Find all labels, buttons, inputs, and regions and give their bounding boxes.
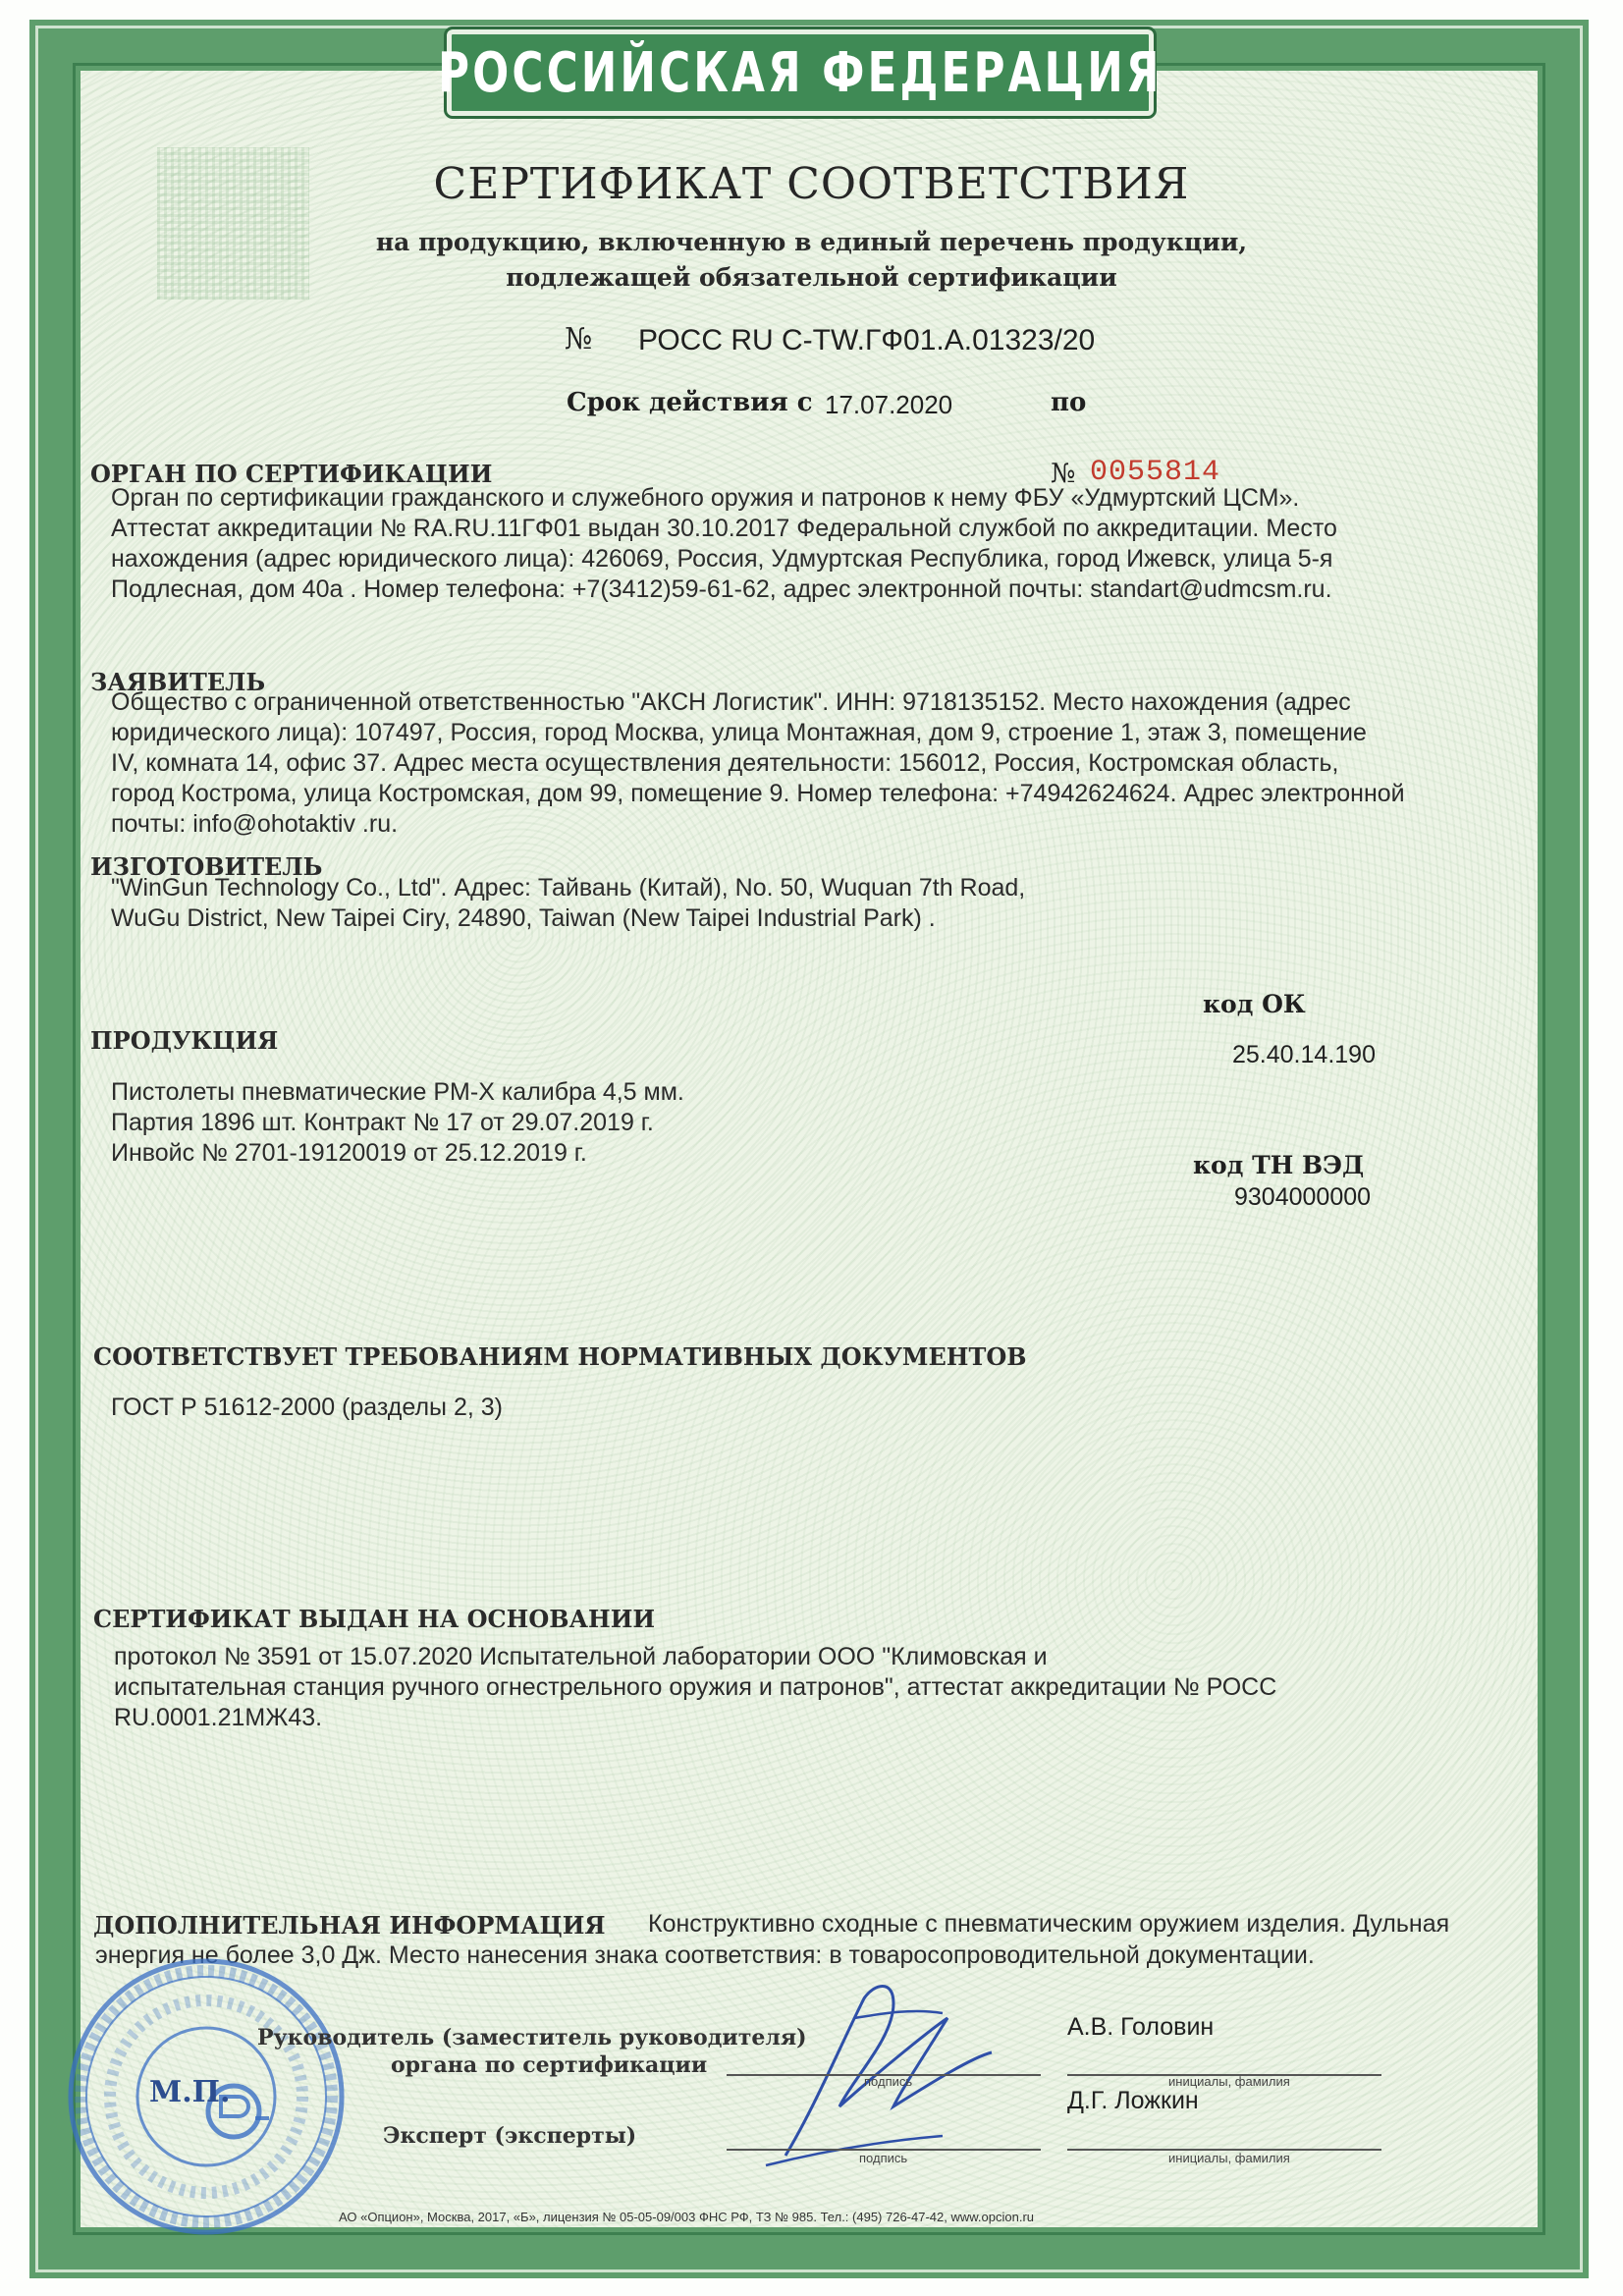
applicant-text (111, 687, 1405, 840)
standards-heading: СООТВЕТСТВУЕТ ТРЕБОВАНИЯМ НОРМАТИВНЫХ ДОКУМЕНТОВ (93, 1342, 1027, 1371)
basis-line: протокол № 3591 от 15.07.2020 Испытательной лаборатории ООО "Климовская и (114, 1643, 1048, 1670)
additional-heading: ДОПОЛНИТЕЛЬНАЯ ИНФОРМАЦИЯ (93, 1911, 606, 1940)
expert-initials-caption: инициалы, фамилия (1168, 2151, 1290, 2165)
product-text (111, 1077, 684, 1169)
country-banner (438, 29, 1163, 116)
additional-line-1: Конструктивно сходные с пневматическим оружием изделия. Дульная (648, 1910, 1450, 1938)
manufacturer-line: WuGu District, New Taipei Ciry, 24890, Taiwan (New Taipei Industrial Park) . (111, 904, 936, 932)
applicant-line: почты: info@ohotaktiv .ru. (111, 810, 399, 838)
organ-line: Аттестат аккредитации № RA.RU.11ГФ01 выдан 30.10.2017 Федеральной службой по аккредитации. Место (111, 515, 1337, 542)
head-name: А.В. Головин (1067, 2013, 1215, 2041)
manufacturer-heading: ИЗГОТОВИТЕЛЬ (90, 852, 323, 881)
basis-heading: СЕРТИФИКАТ ВЫДАН НА ОСНОВАНИИ (93, 1605, 656, 1633)
subtitle-line-1: на продукцию, включенную в единый перечень продукции, (375, 228, 1248, 256)
certificate-number: РОСС RU C-TW.ГФ01.А.01323/20 (638, 324, 1096, 356)
tnved-code-label: код ТН ВЭД (1193, 1151, 1365, 1179)
head-initials-caption: инициалы, фамилия (1168, 2074, 1290, 2089)
serial-number: 0055814 (1090, 456, 1221, 489)
certificate-title: СЕРТИФИКАТ СООТВЕТСТВИЯ (433, 159, 1190, 209)
valid-from-date: 17.07.2020 (825, 390, 953, 419)
expert-signature-caption: подпись (859, 2151, 908, 2165)
basis-line: испытательная станция ручного огнестрельного оружия и патронов", аттестат аккредитации № РОСС (114, 1673, 1277, 1701)
valid-from-label: Срок действия с (567, 388, 813, 417)
manufacturer-line: "WinGun Technology Co., Ltd". Адрес: Тайвань (Китай), No. 50, Wuquan 7th Road, (111, 874, 1026, 902)
certificate-number-label: № (565, 322, 593, 356)
organ-text (111, 483, 1337, 605)
head-signature-caption: подпись (864, 2074, 913, 2089)
ok-code-value: 25.40.14.190 (1232, 1041, 1376, 1068)
subtitle-line-2: подлежащей обязательной сертификации (506, 263, 1117, 292)
expert-label: Эксперт (эксперты) (383, 2123, 637, 2149)
valid-to-label: по (1051, 388, 1087, 417)
additional-line-2: энергия не более 3,0 Дж. Место нанесения знака соответствия: в товаросопроводительной документации. (95, 1941, 1315, 1969)
expert-name: Д.Г. Ложкин (1067, 2087, 1199, 2114)
organ-line: нахождения (адрес юридического лица): 426069, Россия, Удмуртская Республика, город Ижевск, улица 5-я (111, 545, 1333, 573)
applicant-line: юридического лица): 107497, Россия, город Москва, улица Монтажная, дом 9, строение 1, этаж 3, помещение (111, 719, 1367, 746)
product-heading: ПРОДУКЦИЯ (90, 1026, 279, 1055)
standards-line: ГОСТ Р 51612-2000 (разделы 2, 3) (111, 1394, 503, 1421)
basis-line: RU.0001.21МЖ43. (114, 1704, 323, 1731)
organ-heading: ОРГАН ПО СЕРТИФИКАЦИИ (90, 460, 493, 488)
basis-text (114, 1642, 1276, 1733)
applicant-heading: ЗАЯВИТЕЛЬ (90, 668, 266, 696)
head-label-line-1: Руководитель (заместитель руководителя) (257, 2025, 807, 2050)
mp-label: М.П. (149, 2075, 231, 2109)
product-line: Партия 1896 шт. Контракт № 17 от 29.07.2019 г. (111, 1109, 654, 1136)
product-line: Пистолеты пневматические PM-X калибра 4,5 мм. (111, 1078, 684, 1106)
applicant-line: IV, комната 14, офис 37. Адрес места осуществления деятельности: 156012, Россия, Костромская область, (111, 749, 1339, 777)
country-banner-text: РОССИЙСКАЯ ФЕДЕРАЦИЯ (438, 40, 1163, 105)
tnved-code-value: 9304000000 (1234, 1183, 1372, 1211)
print-footer: АО «Опцион», Москва, 2017, «Б», лицензия № 05-05-09/003 ФНС РФ, ТЗ № 985. Тел.: (495) 726-47-42, www.opcion.ru (339, 2210, 1035, 2224)
serial-number-label: № (1051, 459, 1076, 489)
ok-code-label: код ОК (1203, 990, 1306, 1018)
organ-line: Подлесная, дом 40а . Номер телефона: +7(3412)59-61-62, адрес электронной почты: standart@udmcsm.ru. (111, 575, 1332, 603)
applicant-line: город Кострома, улица Костромская, дом 99, помещение 9. Номер телефона: +74942624624. Адрес электронной (111, 780, 1405, 807)
standards-text (111, 1393, 503, 1423)
product-line: Инвойс № 2701-19120019 от 25.12.2019 г. (111, 1139, 587, 1167)
manufacturer-text (111, 873, 1025, 934)
applicant-line: Общество с ограниченной ответственностью "АКСН Логистик". ИНН: 9718135152. Место нахождения (адрес (111, 688, 1351, 716)
head-label-line-2: органа по сертификации (391, 2052, 708, 2078)
organ-line: Орган по сертификации гражданского и служебного оружия и патронов к нему ФБУ «Удмуртский ЦСМ». (111, 484, 1300, 512)
